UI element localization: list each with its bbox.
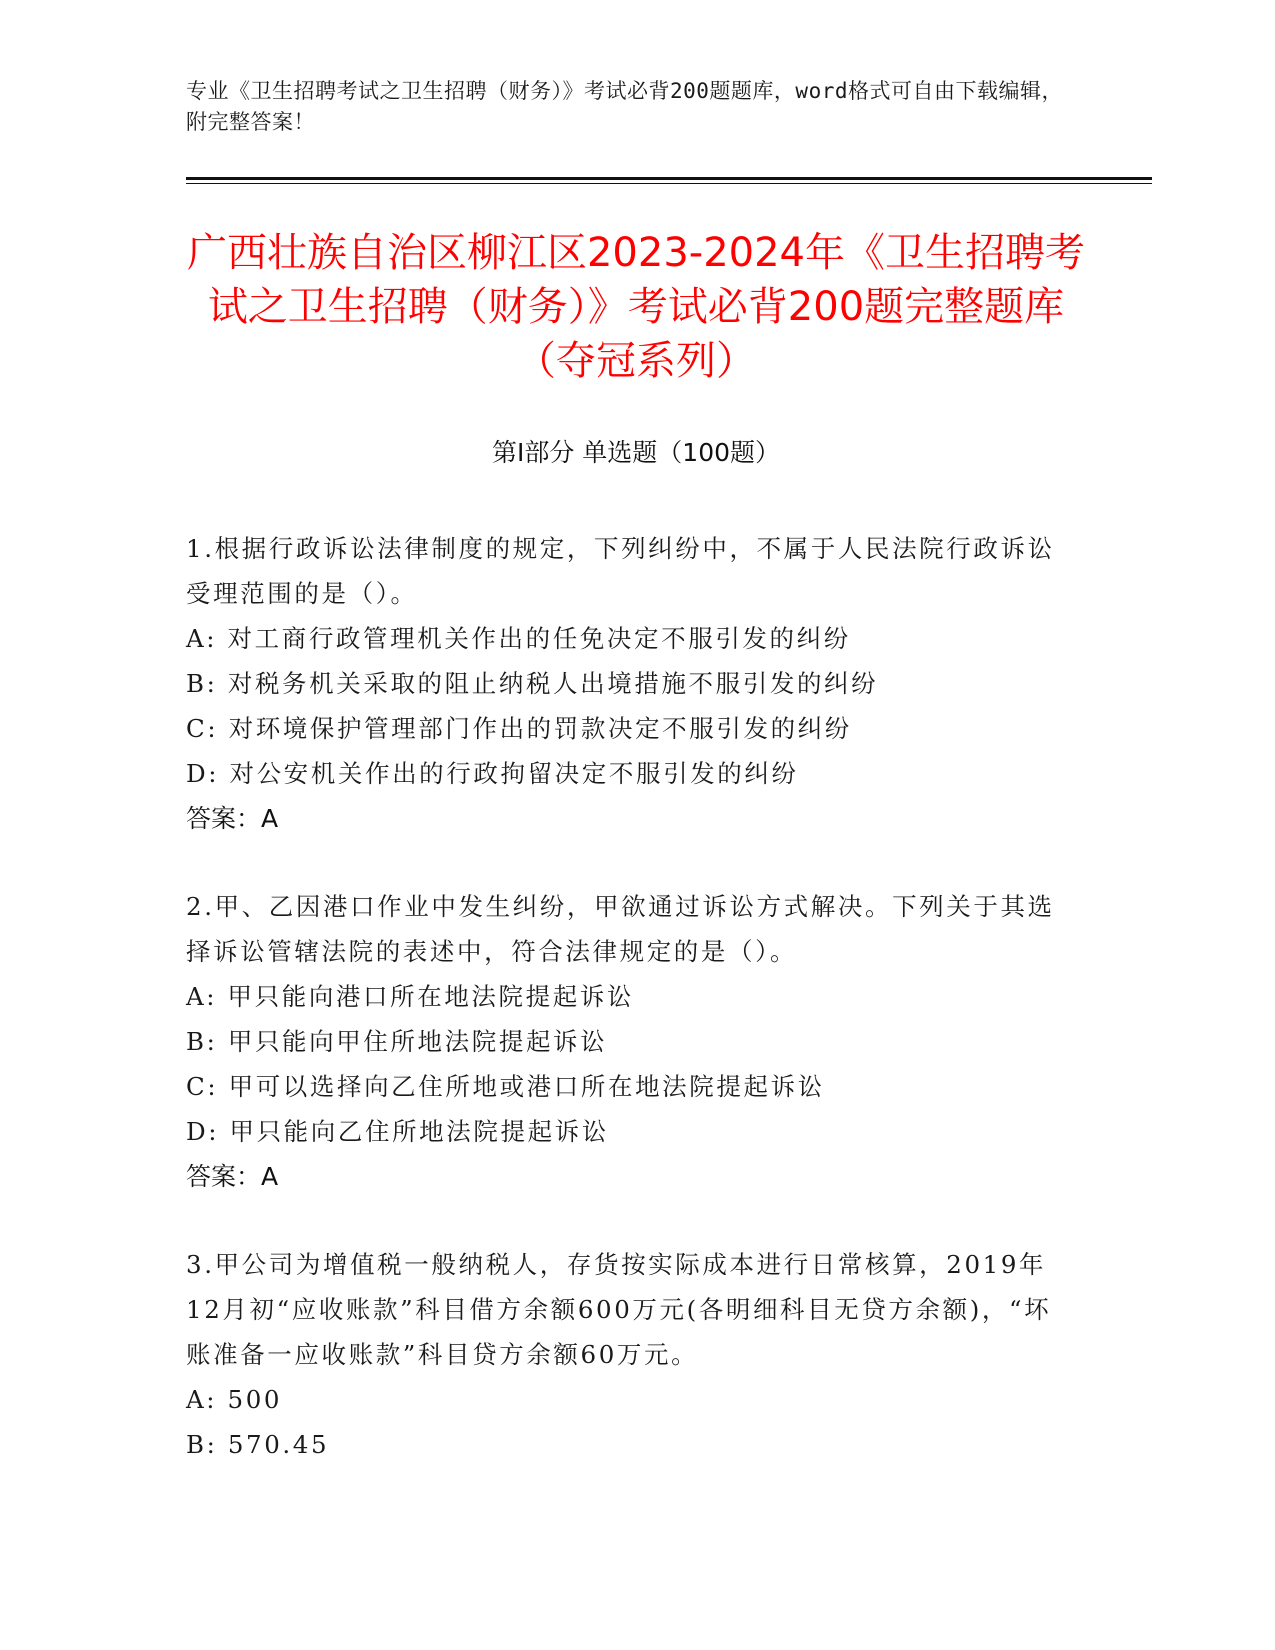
option-b: B: 对税务机关采取的阻止纳税人出境措施不服引发的纠纷 [186,669,879,698]
question-stem: 3.甲公司为增值税一般纳税人，存货按实际成本进行日常核算，2019年12月初“应收账款”科目借方余额600万元(各明细科目无贷方余额)，“坏账准备一应收账款”科目贷方余额60万元。 [186,1250,1052,1369]
option-a: A: 甲只能向港口所在地法院提起诉讼 [186,982,635,1011]
question-stem: 2.甲、乙因港口作业中发生纠纷，甲欲通过诉讼方式解决。下列关于其选择诉讼管辖法院的表述中，符合法律规定的是（）。 [186,892,1055,966]
option-a: A: 500 [186,1385,283,1414]
option-a: A: 对工商行政管理机关作出的任免决定不服引发的纠纷 [186,624,851,653]
question-list [186,526,1066,1510]
header-note: 专业《卫生招聘考试之卫生招聘（财务）》考试必背200题题库，word格式可自由下载编辑，附完整答案！ [186,79,1063,134]
option-d: D: 甲只能向乙住所地法院提起诉讼 [186,1117,609,1146]
question-item [186,526,1066,841]
option-d: D: 对公安机关作出的行政拘留决定不服引发的纠纷 [186,759,799,788]
question-item [186,1242,1066,1467]
option-c: C: 对环境保护管理部门作出的罚款决定不服引发的纠纷 [186,714,852,743]
answer-line: 答案：A [186,1162,279,1191]
option-b: B: 甲只能向甲住所地法院提起诉讼 [186,1027,608,1056]
header-divider-thick [186,177,1152,180]
question-stem: 1.根据行政诉讼法律制度的规定，下列纠纷中，不属于人民法院行政诉讼受理范围的是（）。 [186,534,1055,608]
answer-line: 答案：A [186,804,279,833]
document-title: 广西壮族自治区柳江区2023-2024年《卫生招聘考试之卫生招聘（财务）》考试必背200题完整题库（夺冠系列） [186,230,1086,384]
option-b: B: 570.45 [186,1430,330,1459]
question-item [186,884,1066,1199]
header-divider-thin [186,183,1152,184]
section-heading: 第Ⅰ部分 单选题（100题） [491,438,781,467]
option-c: C: 甲可以选择向乙住所地或港口所在地法院提起诉讼 [186,1072,825,1101]
